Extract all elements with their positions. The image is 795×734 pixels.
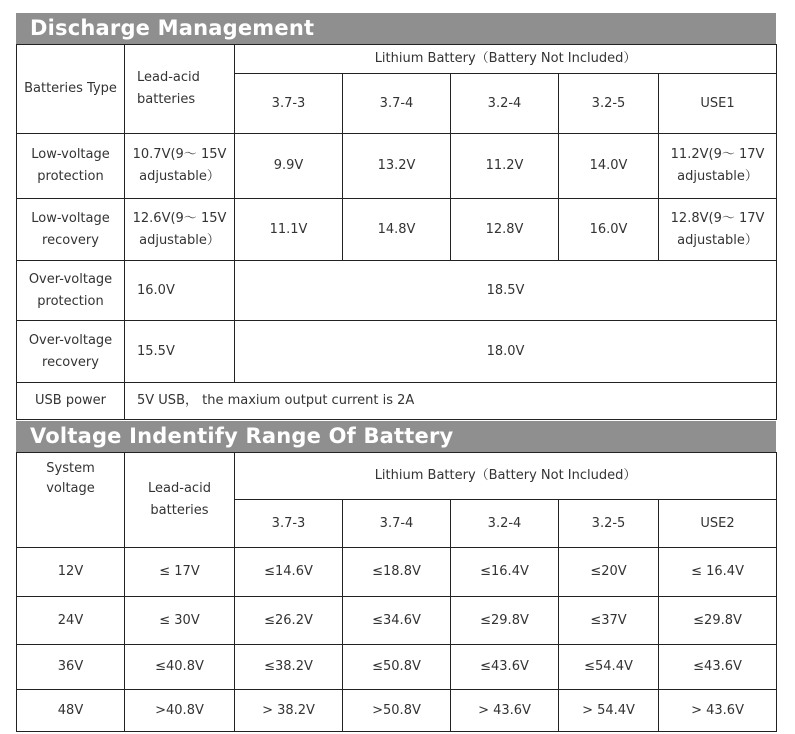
system-voltage-cell: 36V	[17, 645, 125, 690]
batteries-type-header: Batteries Type	[17, 45, 125, 134]
lithium-type-cell: 3.2-5	[559, 500, 659, 548]
range-cell: ≤54.4V	[559, 645, 659, 690]
row-label: USB power	[17, 383, 125, 420]
lithium-type-cell: USE2	[659, 500, 777, 548]
lead-acid-value: 12.6V(9～ 15V adjustable）	[125, 199, 235, 261]
row-label: Low-voltage protection	[17, 134, 125, 199]
lead-acid-value: 15.5V	[125, 321, 235, 383]
usb-power-value: 5V USB， the maxium output current is 2A	[125, 383, 777, 420]
range-cell: > 38.2V	[235, 690, 343, 732]
over-voltage-recovery-row	[17, 321, 777, 383]
lithium-value: 11.2V	[451, 134, 559, 199]
lithium-type-cell: 3.7-4	[343, 74, 451, 134]
range-row-48v	[17, 690, 777, 732]
lithium-value: 14.8V	[343, 199, 451, 261]
over-voltage-protection-row	[17, 261, 777, 321]
range-table	[16, 452, 777, 732]
use-value: 11.2V(9～ 17V adjustable）	[659, 134, 777, 199]
range-cell: ≤14.6V	[235, 548, 343, 597]
lithium-value: 13.2V	[343, 134, 451, 199]
lithium-value: 18.0V	[235, 321, 777, 383]
range-cell: > 43.6V	[659, 690, 777, 732]
range-cell: ≤43.6V	[659, 645, 777, 690]
range-cell: ≤26.2V	[235, 597, 343, 645]
lead-acid-value: 16.0V	[125, 261, 235, 321]
discharge-table	[16, 44, 777, 420]
range-cell: > 43.6V	[451, 690, 559, 732]
lithium-type-cell: 3.2-4	[451, 500, 559, 548]
lithium-battery-header: Lithium Battery（Battery Not Included）	[235, 45, 777, 74]
low-voltage-recovery-row	[17, 199, 777, 261]
range-row-36v	[17, 645, 777, 690]
usb-power-row	[17, 383, 777, 420]
range-cell: ≤18.8V	[343, 548, 451, 597]
discharge-panel	[16, 13, 776, 420]
range-cell: ≤50.8V	[343, 645, 451, 690]
range-row-24v	[17, 597, 777, 645]
lithium-type-cell: 3.7-3	[235, 500, 343, 548]
lithium-type-cell: 3.2-5	[559, 74, 659, 134]
lithium-value: 16.0V	[559, 199, 659, 261]
range-cell: ≤16.4V	[451, 548, 559, 597]
range-cell: ≤29.8V	[451, 597, 559, 645]
system-voltage-cell: 24V	[17, 597, 125, 645]
range-panel	[16, 421, 776, 732]
lithium-type-cell: 3.7-4	[343, 500, 451, 548]
system-voltage-cell: 48V	[17, 690, 125, 732]
range-cell: ≤43.6V	[451, 645, 559, 690]
range-cell: ≤ 16.4V	[659, 548, 777, 597]
range-cell: ≤29.8V	[659, 597, 777, 645]
row-label: Over-voltage recovery	[17, 321, 125, 383]
range-cell: ≤ 30V	[125, 597, 235, 645]
lithium-value: 14.0V	[559, 134, 659, 199]
lithium-value: 11.1V	[235, 199, 343, 261]
system-voltage-header: System voltage	[17, 453, 125, 548]
lithium-type-cell: 3.7-3	[235, 74, 343, 134]
low-voltage-protection-row	[17, 134, 777, 199]
lead-acid-header: Lead-acid batteries	[125, 453, 235, 548]
range-cell: >40.8V	[125, 690, 235, 732]
range-row-12v	[17, 548, 777, 597]
range-cell: ≤ 17V	[125, 548, 235, 597]
lead-acid-header: Lead-acid batteries	[125, 45, 235, 134]
lithium-value: 9.9V	[235, 134, 343, 199]
lead-acid-value: 10.7V(9～ 15V adjustable）	[125, 134, 235, 199]
row-label: Low-voltage recovery	[17, 199, 125, 261]
range-title: Voltage Indentify Range Of Battery	[16, 421, 776, 452]
lithium-type-cell: 3.2-4	[451, 74, 559, 134]
range-cell: > 54.4V	[559, 690, 659, 732]
use-value: 12.8V(9～ 17V adjustable）	[659, 199, 777, 261]
range-cell: ≤38.2V	[235, 645, 343, 690]
range-cell: >50.8V	[343, 690, 451, 732]
lithium-battery-header: Lithium Battery（Battery Not Included）	[235, 453, 777, 500]
row-label: Over-voltage protection	[17, 261, 125, 321]
range-cell: ≤20V	[559, 548, 659, 597]
lithium-value: 18.5V	[235, 261, 777, 321]
range-cell: ≤34.6V	[343, 597, 451, 645]
discharge-title: Discharge Management	[16, 13, 776, 44]
system-voltage-cell: 12V	[17, 548, 125, 597]
range-cell: ≤37V	[559, 597, 659, 645]
lithium-type-cell: USE1	[659, 74, 777, 134]
lithium-value: 12.8V	[451, 199, 559, 261]
range-cell: ≤40.8V	[125, 645, 235, 690]
